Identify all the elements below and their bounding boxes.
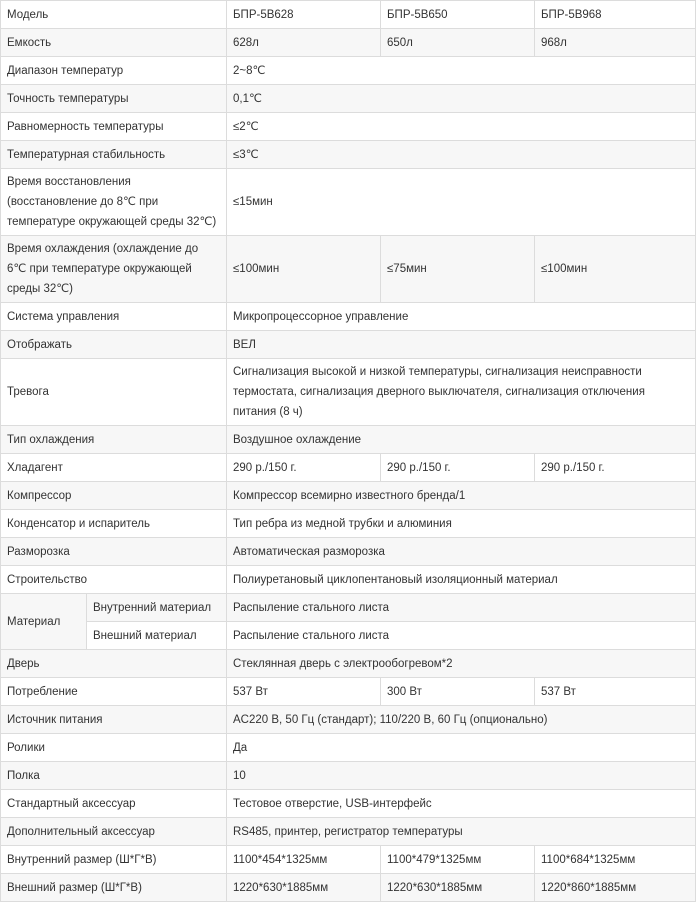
cell-value: ≤15мин bbox=[227, 169, 696, 236]
cell-value: Стеклянная дверь с электрообогревом*2 bbox=[227, 650, 696, 678]
row-std-accessory bbox=[1, 790, 696, 818]
cell-value-1: БПР-5В628 bbox=[227, 1, 381, 29]
cell-value: Сигнализация высокой и низкой температуры, сигнализация неисправности термостата, сигнализация дверного выключателя, сигнализация отключения питания (8 ч) bbox=[227, 359, 696, 426]
row-power-source bbox=[1, 706, 696, 734]
row-cooling-type bbox=[1, 426, 696, 454]
row-inner-size bbox=[1, 846, 696, 874]
cell-value-3: ≤100мин bbox=[535, 236, 696, 303]
cell-value-2: 1220*630*1885мм bbox=[381, 874, 535, 902]
cell-value: ≤2℃ bbox=[227, 113, 696, 141]
cell-label: Разморозка bbox=[1, 538, 227, 566]
cell-label: Конденсатор и испаритель bbox=[1, 510, 227, 538]
cell-label: Строительство bbox=[1, 566, 227, 594]
cell-value: Тестовое отверстие, USB-интерфейс bbox=[227, 790, 696, 818]
cell-label: Отображать bbox=[1, 331, 227, 359]
cell-value: ВЕЛ bbox=[227, 331, 696, 359]
cell-sublabel: Внешний материал bbox=[87, 622, 227, 650]
cell-value-2: 1100*479*1325мм bbox=[381, 846, 535, 874]
cell-value-2: БПР-5В650 bbox=[381, 1, 535, 29]
cell-value-1: 628л bbox=[227, 29, 381, 57]
cell-value-1: 290 р./150 г. bbox=[227, 454, 381, 482]
cell-value: Да bbox=[227, 734, 696, 762]
cell-value: RS485, принтер, регистратор температуры bbox=[227, 818, 696, 846]
cell-label: Внешний размер (Ш*Г*В) bbox=[1, 874, 227, 902]
cell-sublabel: Внутренний материал bbox=[87, 594, 227, 622]
row-compressor bbox=[1, 482, 696, 510]
cell-label: Материал bbox=[1, 594, 87, 650]
cell-label: Полка bbox=[1, 762, 227, 790]
row-casters bbox=[1, 734, 696, 762]
cell-label: Время охлаждения (охлаждение до 6℃ при температуре окружающей среды 32℃) bbox=[1, 236, 227, 303]
row-cooling-time bbox=[1, 236, 696, 303]
cell-value: Распыление стального листа bbox=[227, 622, 696, 650]
cell-value: 2~8℃ bbox=[227, 57, 696, 85]
cell-value-3: 1220*860*1885мм bbox=[535, 874, 696, 902]
cell-label: Дополнительный аксессуар bbox=[1, 818, 227, 846]
row-door bbox=[1, 650, 696, 678]
row-construction bbox=[1, 566, 696, 594]
cell-label: Модель bbox=[1, 1, 227, 29]
cell-value-3: 537 Вт bbox=[535, 678, 696, 706]
cell-value: Распыление стального листа bbox=[227, 594, 696, 622]
cell-label: Время восстановления (восстановление до 8℃ при температуре окружающей среды 32℃) bbox=[1, 169, 227, 236]
cell-label: Система управления bbox=[1, 303, 227, 331]
row-temp-range bbox=[1, 57, 696, 85]
cell-label: Температурная стабильность bbox=[1, 141, 227, 169]
cell-value-1: 537 Вт bbox=[227, 678, 381, 706]
cell-value-3: 1100*684*1325мм bbox=[535, 846, 696, 874]
row-material-outer bbox=[1, 622, 696, 650]
cell-value: Компрессор всемирно известного бренда/1 bbox=[227, 482, 696, 510]
cell-value: AC220 В, 50 Гц (стандарт); 110/220 В, 60 Гц (опционально) bbox=[227, 706, 696, 734]
cell-value-2: 650л bbox=[381, 29, 535, 57]
cell-label: Тревога bbox=[1, 359, 227, 426]
cell-value: 0,1℃ bbox=[227, 85, 696, 113]
row-outer-size bbox=[1, 874, 696, 902]
cell-label: Точность температуры bbox=[1, 85, 227, 113]
row-shelf bbox=[1, 762, 696, 790]
cell-label: Компрессор bbox=[1, 482, 227, 510]
cell-value: 10 bbox=[227, 762, 696, 790]
cell-label: Дверь bbox=[1, 650, 227, 678]
cell-label: Тип охлаждения bbox=[1, 426, 227, 454]
cell-value: Воздушное охлаждение bbox=[227, 426, 696, 454]
row-alarm bbox=[1, 359, 696, 426]
cell-label: Емкость bbox=[1, 29, 227, 57]
row-model bbox=[1, 1, 696, 29]
cell-label: Источник питания bbox=[1, 706, 227, 734]
cell-label: Хладагент bbox=[1, 454, 227, 482]
cell-value-1: ≤100мин bbox=[227, 236, 381, 303]
cell-value-1: 1220*630*1885мм bbox=[227, 874, 381, 902]
cell-value-2: 300 Вт bbox=[381, 678, 535, 706]
row-material-inner bbox=[1, 594, 696, 622]
cell-label: Внутренний размер (Ш*Г*В) bbox=[1, 846, 227, 874]
cell-value: ≤3℃ bbox=[227, 141, 696, 169]
cell-value-3: БПР-5В968 bbox=[535, 1, 696, 29]
row-recovery-time bbox=[1, 169, 696, 236]
cell-value-3: 290 р./150 г. bbox=[535, 454, 696, 482]
row-display bbox=[1, 331, 696, 359]
row-temp-accuracy bbox=[1, 85, 696, 113]
cell-value: Полиуретановый циклопентановый изоляционный материал bbox=[227, 566, 696, 594]
cell-value: Автоматическая разморозка bbox=[227, 538, 696, 566]
row-defrost bbox=[1, 538, 696, 566]
row-opt-accessory bbox=[1, 818, 696, 846]
cell-value-2: ≤75мин bbox=[381, 236, 535, 303]
cell-label: Стандартный аксессуар bbox=[1, 790, 227, 818]
row-temp-stability bbox=[1, 141, 696, 169]
row-consumption bbox=[1, 678, 696, 706]
cell-value-2: 290 р./150 г. bbox=[381, 454, 535, 482]
cell-label: Диапазон температур bbox=[1, 57, 227, 85]
cell-value-1: 1100*454*1325мм bbox=[227, 846, 381, 874]
cell-value: Тип ребра из медной трубки и алюминия bbox=[227, 510, 696, 538]
cell-value-3: 968л bbox=[535, 29, 696, 57]
row-refrigerant bbox=[1, 454, 696, 482]
row-condenser bbox=[1, 510, 696, 538]
row-control-system bbox=[1, 303, 696, 331]
row-capacity bbox=[1, 29, 696, 57]
cell-label: Ролики bbox=[1, 734, 227, 762]
cell-label: Равномерность температуры bbox=[1, 113, 227, 141]
cell-value: Микропроцессорное управление bbox=[227, 303, 696, 331]
row-temp-uniformity bbox=[1, 113, 696, 141]
cell-label: Потребление bbox=[1, 678, 227, 706]
